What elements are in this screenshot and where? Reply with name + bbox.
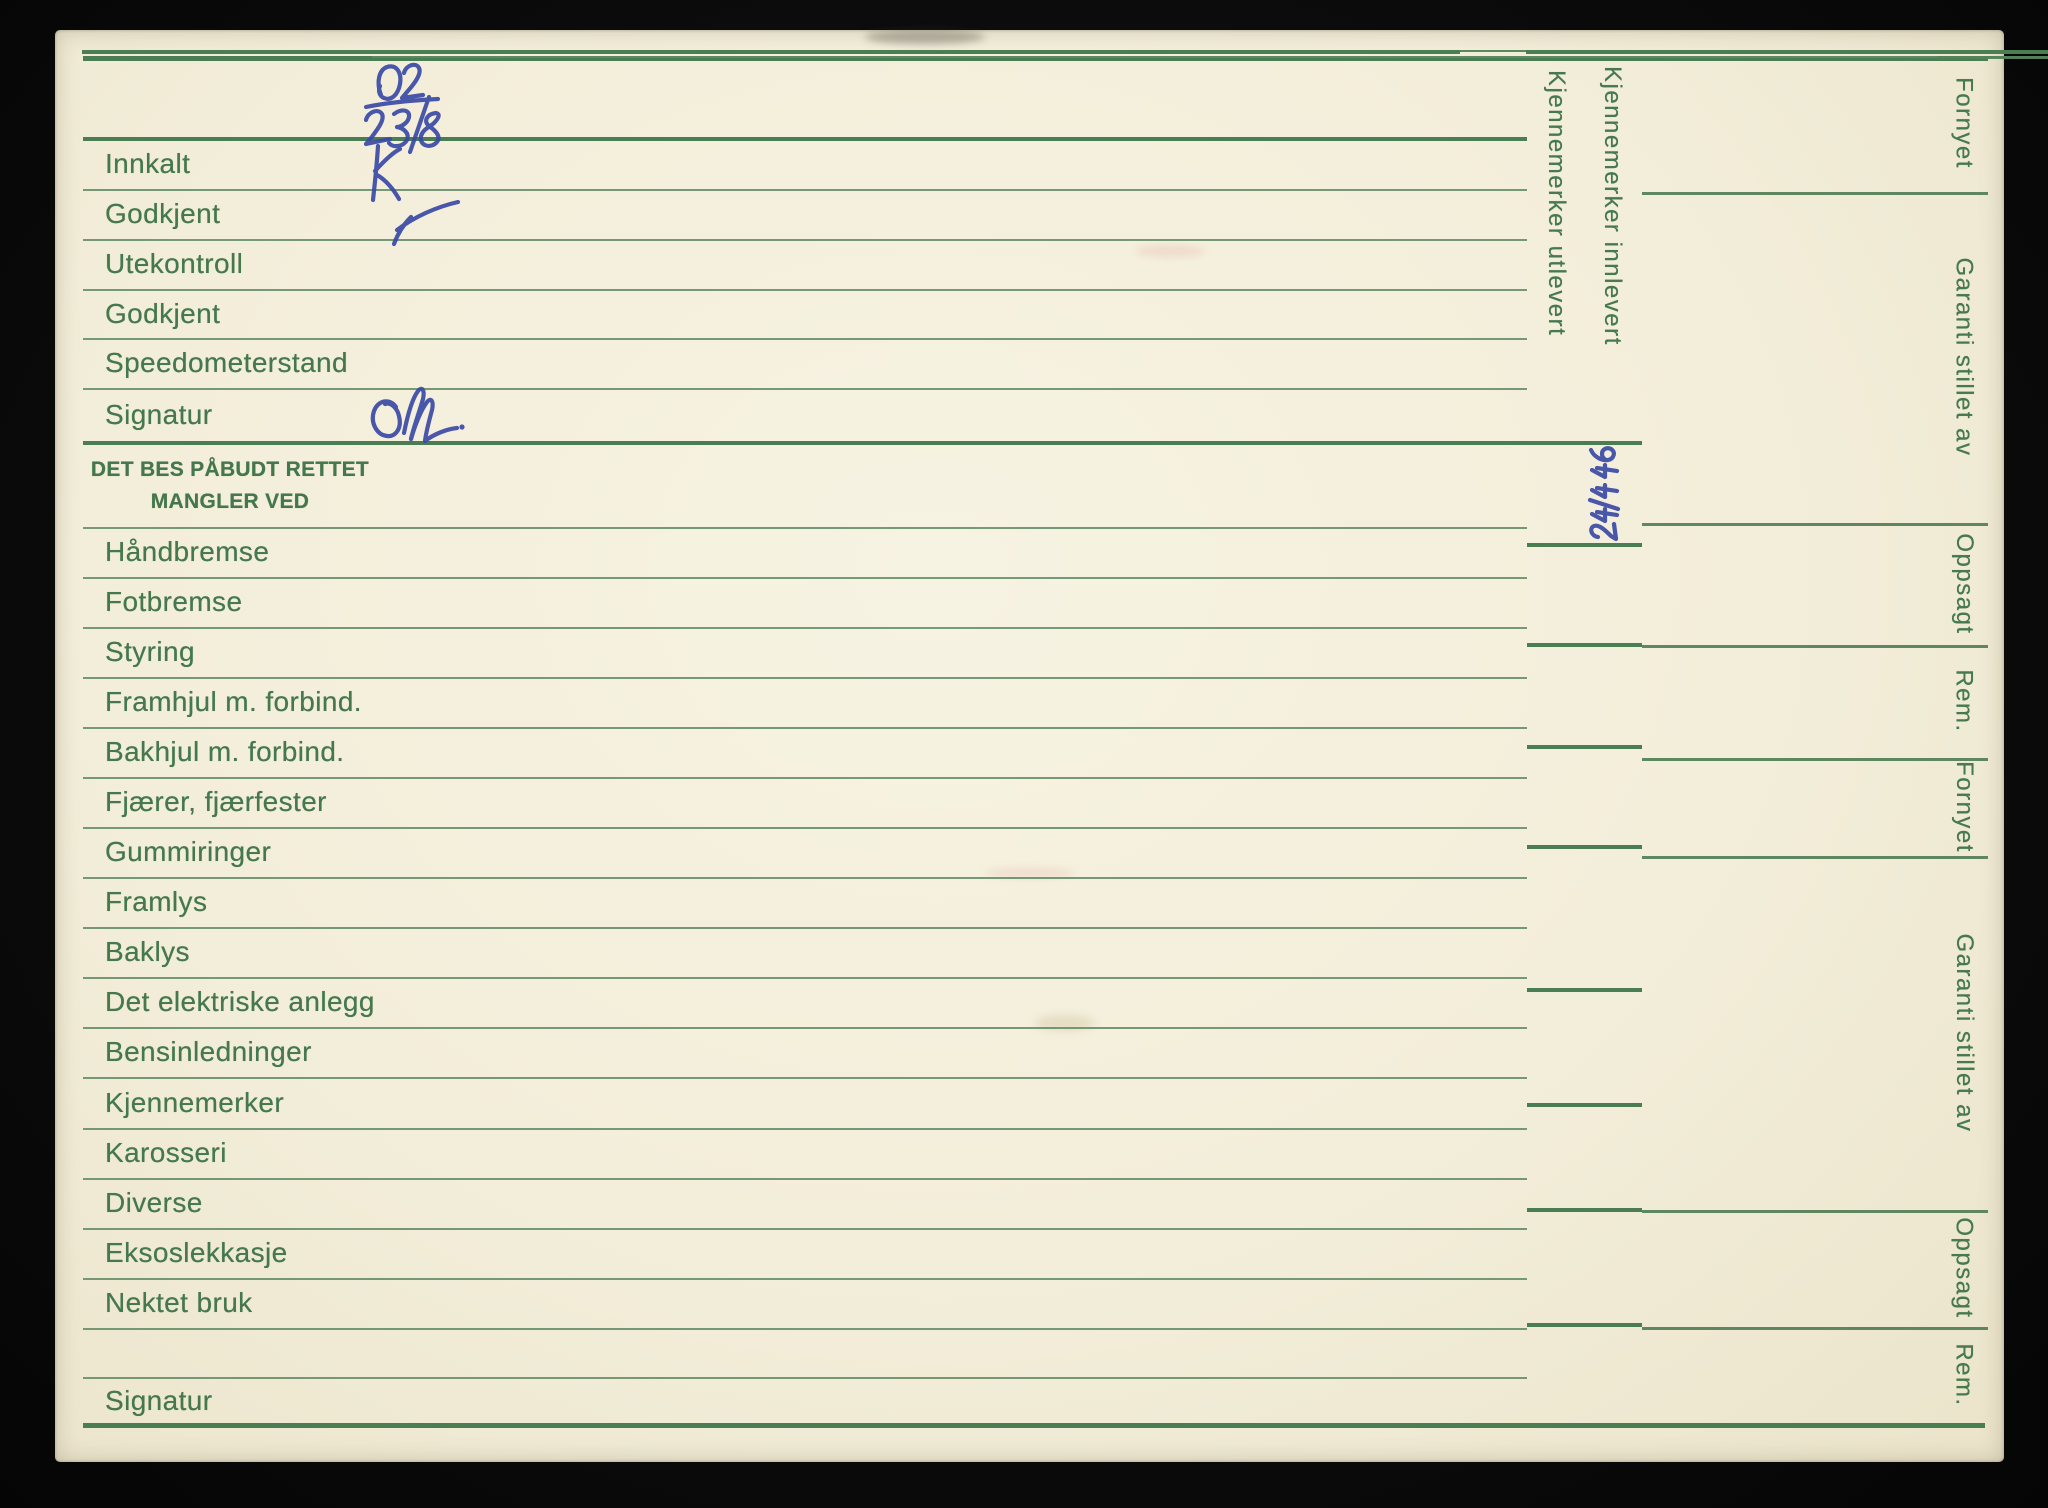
grid-line: [1527, 745, 1642, 749]
row-label-innkalt: [88, 138, 368, 189]
vertical-label-text: Oppsagt: [1951, 533, 1978, 635]
column-header-kjennemerker-utlevert: [1531, 70, 1581, 337]
vertical-label-text: Rem.: [1950, 669, 1978, 733]
vertical-label-text: Garanti stillet av: [1950, 257, 1978, 457]
row-label-text: Gummiringer: [105, 836, 272, 867]
row-label-bensinledninger: [88, 1027, 368, 1077]
section-header-line2: MANGLER VED: [150, 489, 310, 513]
row-label-text: Nektet bruk: [105, 1287, 253, 1318]
edge-label-fornyet-2: [1940, 758, 1988, 856]
edge-label-oppsagt-1: [1940, 523, 1988, 645]
vertical-label-text: Kjennemerker utlevert: [1543, 70, 1570, 337]
vertical-label-text: Rem.: [1950, 1343, 1978, 1407]
row-label-karosseri: [88, 1128, 368, 1178]
scan-smudge: [865, 30, 985, 44]
row-label-baklys: [88, 927, 368, 977]
row-label-signatur-2: [88, 1377, 368, 1424]
vertical-label-text: Fornyet: [1950, 77, 1978, 169]
row-label-godkjent-1: [88, 189, 368, 239]
row-label-text: Godkjent: [105, 297, 221, 329]
grid-line: [1527, 1103, 1642, 1107]
row-label-text: Innkalt: [105, 147, 191, 179]
row-label-diverse: [88, 1178, 368, 1228]
vertical-label-text: Fornyet: [1951, 761, 1978, 853]
row-label-signatur-1: [88, 388, 368, 442]
row-label-elektriske: [88, 977, 375, 1027]
row-label-bakhjul: [88, 727, 368, 777]
row-label-text: Karosseri: [105, 1137, 227, 1168]
vertical-label-text: Kjennemerker innlevert: [1599, 66, 1626, 346]
row-label-fjaerer: [88, 777, 368, 827]
row-label-text: Speedometerstand: [105, 347, 349, 378]
grid-line: [1642, 192, 1988, 195]
row-label-text: Styring: [105, 636, 195, 667]
row-label-fotbremse: [88, 577, 368, 627]
row-label-text: Bensinledninger: [105, 1036, 312, 1067]
row-label-speedometerstand: [88, 338, 368, 388]
row-label-text: Framhjul m. forbind.: [105, 686, 362, 717]
grid-line: [1642, 523, 1988, 526]
row-label-text: Godkjent: [105, 198, 221, 229]
edge-label-rem-1: [1940, 645, 1988, 758]
grid-line: [82, 50, 1460, 54]
row-label-styring: [88, 627, 368, 677]
grid-line: [1642, 645, 1988, 648]
row-label-text: Framlys: [105, 886, 208, 917]
grid-line: [1527, 845, 1642, 849]
row-label-text: Signatur: [105, 1384, 213, 1416]
grid-line: [1527, 643, 1642, 647]
row-label-kjennemerker: [88, 1077, 368, 1128]
row-label-godkjent-2: [88, 289, 368, 338]
grid-line: [83, 1423, 1985, 1428]
section-header-mangler: [88, 444, 372, 527]
edge-label-fornyet-1: [1940, 56, 1988, 191]
row-label-text: Eksoslekkasje: [105, 1237, 288, 1268]
grid-line: [1527, 1208, 1642, 1212]
vertical-label-text: Oppsagt: [1950, 1217, 1978, 1319]
row-label-framlys: [88, 877, 368, 927]
vertical-label-text: Garanti stillet av: [1951, 933, 1978, 1133]
row-label-nektet-bruk: [88, 1278, 368, 1328]
row-label-text: Fjærer, fjærfester: [105, 786, 327, 817]
row-label-text: Utekontroll: [105, 248, 244, 279]
edge-label-rem-2: [1940, 1327, 1988, 1424]
grid-line: [1527, 543, 1642, 547]
row-label-eksoslekkasje: [88, 1228, 368, 1278]
grid-line: [1642, 758, 1988, 761]
row-label-text: Fotbremse: [105, 586, 243, 617]
grid-line: [1642, 1327, 1988, 1330]
row-label-text: Bakhjul m. forbind.: [105, 736, 345, 767]
scan-smudge: [1135, 245, 1205, 257]
grid-line: [1527, 1323, 1642, 1327]
row-label-handbremse: [88, 527, 368, 577]
grid-line: [1641, 50, 2048, 54]
row-label-text: Baklys: [105, 936, 190, 967]
column-header-kjennemerker-innlevert: [1587, 66, 1637, 346]
row-label-utekontroll: [88, 239, 368, 289]
row-label-text: Kjennemerker: [105, 1086, 285, 1118]
row-label-text: Signatur: [105, 399, 213, 430]
row-label-gummiringer: [88, 827, 368, 877]
row-label-text: Det elektriske anlegg: [105, 986, 375, 1017]
row-label-framhjul: [88, 677, 368, 727]
grid-line: [1642, 856, 1988, 859]
row-label-blank: [88, 1328, 368, 1377]
row-label-text: Håndbremse: [105, 536, 270, 567]
row-label-text: Diverse: [105, 1187, 203, 1218]
grid-line: [1642, 1210, 1988, 1213]
edge-label-garanti-1: [1940, 192, 1988, 523]
section-header-line1: DET BES PÅBUDT RETTET: [90, 458, 370, 481]
grid-line: [1527, 988, 1642, 992]
edge-label-garanti-2: [1940, 856, 1988, 1210]
edge-label-oppsagt-2: [1940, 1210, 1988, 1327]
